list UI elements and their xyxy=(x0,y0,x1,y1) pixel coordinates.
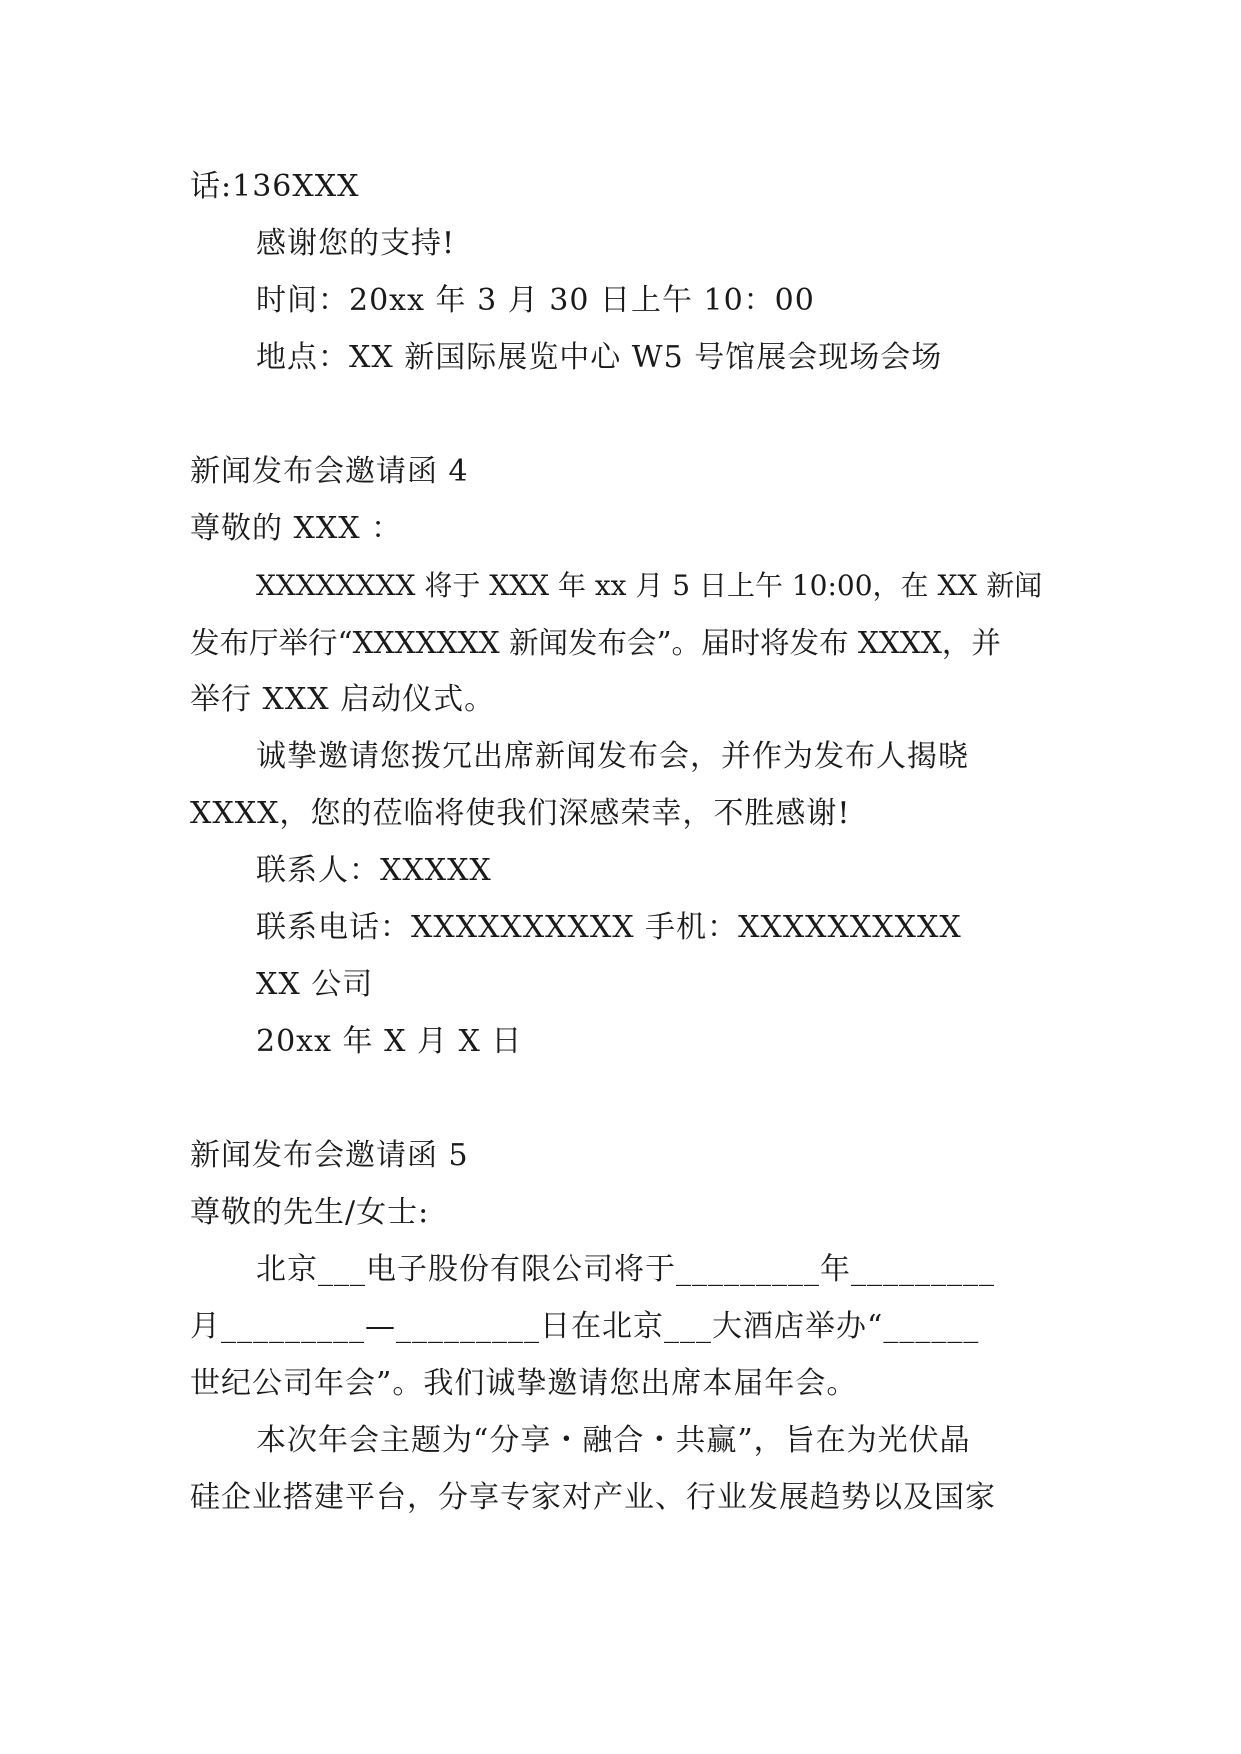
letter5-salutation: 尊敬的先生/女士: xyxy=(190,1195,430,1230)
letter5-title: 新闻发布会邀请函 5 xyxy=(190,1138,469,1173)
letter4-para1-line: XXXXXXXX 将于 XXX 年 xx 月 5 日上午 10:00，在 XX 新闻 xyxy=(256,569,1043,602)
letter4-para1-line: 举行 XXX 启动仪式。 xyxy=(190,682,496,717)
letter5-para1-line: 世纪公司年会”。我们诚挚邀请您出席本届年会。 xyxy=(190,1366,858,1401)
letter5-para2-line: 硅企业搭建平台，分享专家对产业、行业发展趋势以及国家 xyxy=(190,1480,996,1515)
letter4-company: XX 公司 xyxy=(256,967,374,1002)
letter4-para2-line: 诚挚邀请您拨冗出席新闻发布会，并作为发布人揭晓 xyxy=(256,739,969,774)
event-location: 地点：XX 新国际展览中心 W5 号馆展会现场会场 xyxy=(256,340,943,375)
letter4-para1-line: 发布厅举行“XXXXXXX 新闻发布会”。届时将发布 XXXX，并 xyxy=(190,626,1001,660)
letter4-para2-line: XXXX，您的莅临将使我们深感荣幸，不胜感谢! xyxy=(190,796,851,831)
thanks-line: 感谢您的支持! xyxy=(256,226,456,261)
event-time: 时间：20xx 年 3 月 30 日上午 10：00 xyxy=(256,283,815,318)
letter4-contact-person: 联系人：XXXXX xyxy=(256,853,492,888)
letter5-para1-line: 月_________—_________日在北京___大酒店举办“______ xyxy=(190,1309,980,1344)
letter4-title: 新闻发布会邀请函 4 xyxy=(190,454,469,489)
letter4-contact-phone: 联系电话：XXXXXXXXXX 手机：XXXXXXXXXX xyxy=(256,910,962,945)
letter4-date: 20xx 年 X 月 X 日 xyxy=(256,1024,523,1059)
letter5-para1-line: 北京___电子股份有限公司将于_________年_________ xyxy=(256,1252,995,1287)
phone-continuation: 话:136XXX xyxy=(190,169,360,204)
letter5-para2-line: 本次年会主题为“分享・融合・共赢”，旨在为光伏晶 xyxy=(256,1423,971,1458)
letter4-salutation: 尊敬的 XXX ： xyxy=(190,511,403,546)
